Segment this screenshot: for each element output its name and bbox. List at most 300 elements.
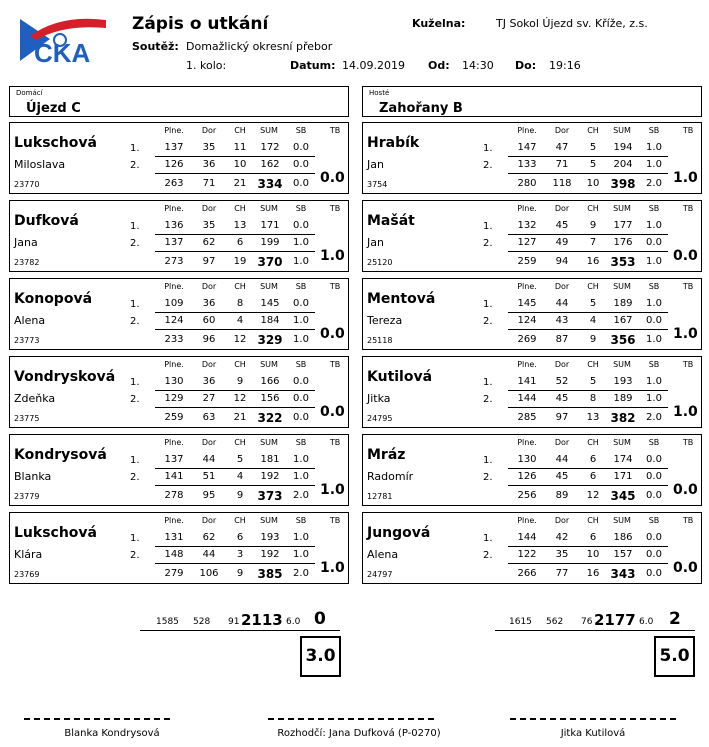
- cell-r1-sb: 0.0: [293, 142, 309, 153]
- cell-r1-sb: 1.0: [293, 454, 309, 465]
- home-player-card: [9, 434, 349, 506]
- cell-r2-ch: 4: [236, 471, 244, 482]
- cka-logo: [20, 14, 106, 68]
- cell-r1-plne: 147: [517, 142, 537, 153]
- round-number: 2.: [483, 316, 493, 327]
- cell-r2-sum: 199: [260, 237, 280, 248]
- player-id: 23779: [14, 492, 40, 501]
- cell-r2-ch: 12: [233, 393, 247, 404]
- player-surname: Mašát: [367, 213, 415, 229]
- player-surname: Mráz: [367, 447, 406, 463]
- col-header-sb: SB: [295, 438, 307, 447]
- row-separator: [508, 329, 668, 330]
- col-header-sum: SUM: [613, 360, 631, 369]
- cell-tot-sb: 0.0: [293, 178, 309, 189]
- cell-r2-ch: 4: [589, 315, 597, 326]
- cell-r2-sum: 176: [613, 237, 633, 248]
- cell-r2-sb: 1.0: [293, 237, 309, 248]
- home-total-plne: 1585: [156, 617, 179, 627]
- round-number: 1.: [130, 377, 140, 388]
- col-header-dor: Dor: [554, 438, 570, 447]
- col-header-sb: SB: [648, 360, 660, 369]
- col-header-dor: Dor: [554, 204, 570, 213]
- cell-tot-sum: 343: [610, 567, 636, 581]
- row-separator: [155, 173, 315, 174]
- home-total-ch: 91: [228, 617, 240, 627]
- row-separator: [508, 173, 668, 174]
- cell-r2-dor: 27: [202, 393, 216, 404]
- cell-tot-dor: 77: [555, 568, 569, 579]
- cell-tot-sb: 0.0: [646, 490, 662, 501]
- col-header-plne: Plne.: [164, 282, 184, 291]
- col-header-plne: Plne.: [517, 126, 537, 135]
- col-header-ch: CH: [587, 126, 599, 135]
- player-surname: Konopová: [14, 291, 93, 307]
- cell-r2-plne: 127: [517, 237, 537, 248]
- cell-r2-plne: 122: [517, 549, 537, 560]
- cell-r1-dor: 42: [555, 532, 569, 543]
- col-header-sum: SUM: [260, 438, 278, 447]
- col-header-tb: TB: [329, 360, 341, 369]
- col-header-sb: SB: [295, 360, 307, 369]
- col-header-ch: CH: [234, 204, 246, 213]
- row-separator: [508, 251, 668, 252]
- player-id: 23773: [14, 336, 40, 345]
- cell-r1-sb: 0.0: [293, 376, 309, 387]
- home-player-card: [9, 278, 349, 350]
- home-total-line: [140, 630, 340, 631]
- cell-r2-plne: 126: [164, 159, 184, 170]
- col-header-dor: Dor: [201, 438, 217, 447]
- col-header-dor: Dor: [201, 360, 217, 369]
- player-first-name: Alena: [14, 314, 46, 327]
- round-number: 1.: [483, 299, 493, 310]
- round-number: 2.: [483, 160, 493, 171]
- logo-swoosh: [30, 19, 106, 40]
- col-header-plne: Plne.: [164, 360, 184, 369]
- player-id: 24797: [367, 570, 393, 579]
- logo-text: ČKA: [34, 38, 91, 68]
- col-header-sb: SB: [648, 126, 660, 135]
- cell-r2-plne: 137: [164, 237, 184, 248]
- player-first-name: Blanka: [14, 470, 52, 483]
- cell-r2-plne: 126: [517, 471, 537, 482]
- cell-r2-dor: 51: [202, 471, 216, 482]
- cell-r2-sb: 1.0: [293, 471, 309, 482]
- round-number: 2.: [483, 394, 493, 405]
- cell-tot-dor: 118: [552, 178, 572, 189]
- round-number: 1.: [483, 221, 493, 232]
- away-total-plne: 1615: [509, 617, 532, 627]
- home-player-card: [9, 356, 349, 428]
- cell-tot-ch: 12: [586, 490, 600, 501]
- col-header-tb: TB: [682, 204, 694, 213]
- cell-r1-sb: 1.0: [646, 376, 662, 387]
- row-separator: [508, 156, 668, 157]
- col-header-dor: Dor: [554, 282, 570, 291]
- player-first-name: Jana: [14, 236, 38, 249]
- cell-tot-sum: 356: [610, 333, 636, 347]
- player-tb: 1.0: [320, 560, 345, 576]
- cell-r1-plne: 109: [164, 298, 184, 309]
- signature-line-middle: [268, 718, 434, 720]
- cell-tot-dor: 63: [202, 412, 216, 423]
- cell-r2-sum: 192: [260, 549, 280, 560]
- cell-tot-sb: 1.0: [293, 334, 309, 345]
- cell-r1-dor: 45: [555, 220, 569, 231]
- away-team-box: [362, 86, 702, 117]
- row-separator: [508, 234, 668, 235]
- cell-r2-dor: 36: [202, 159, 216, 170]
- player-id: 3754: [367, 180, 388, 189]
- cell-r1-sum: 171: [260, 220, 280, 231]
- cell-tot-sum: 353: [610, 255, 636, 269]
- cell-r2-plne: 148: [164, 549, 184, 560]
- cell-r1-plne: 144: [517, 532, 537, 543]
- col-header-ch: CH: [234, 282, 246, 291]
- cell-r1-sb: 0.0: [646, 532, 662, 543]
- col-header-plne: Plne.: [164, 126, 184, 135]
- away-player-card: [362, 122, 702, 194]
- row-separator: [508, 312, 668, 313]
- round-number: 2.: [130, 160, 140, 171]
- cell-tot-plne: 269: [517, 334, 537, 345]
- cell-tot-plne: 266: [517, 568, 537, 579]
- cell-r1-plne: 130: [164, 376, 184, 387]
- cell-tot-dor: 106: [199, 568, 219, 579]
- cell-tot-sb: 2.0: [646, 412, 662, 423]
- cell-r2-sb: 0.0: [293, 159, 309, 170]
- cell-tot-ch: 10: [586, 178, 600, 189]
- player-tb: 0.0: [320, 404, 345, 420]
- col-header-dor: Dor: [554, 360, 570, 369]
- away-player-card: [362, 434, 702, 506]
- home-team-name: Újezd C: [26, 101, 81, 116]
- away-player-card: [362, 512, 702, 584]
- cell-tot-ch: 16: [586, 256, 600, 267]
- col-header-ch: CH: [587, 438, 599, 447]
- cell-r2-ch: 8: [589, 393, 597, 404]
- player-tb: 0.0: [673, 248, 698, 264]
- home-points: 3.0: [300, 636, 341, 677]
- col-header-sb: SB: [295, 204, 307, 213]
- player-tb: 1.0: [673, 170, 698, 186]
- cell-tot-ch: 9: [589, 334, 597, 345]
- cell-r1-dor: 36: [202, 298, 216, 309]
- cell-r2-dor: 45: [555, 471, 569, 482]
- cell-r1-ch: 6: [589, 454, 597, 465]
- away-total-ch: 76: [581, 617, 593, 627]
- cell-tot-sb: 2.0: [293, 490, 309, 501]
- col-header-sum: SUM: [260, 282, 278, 291]
- col-header-tb: TB: [682, 360, 694, 369]
- player-tb: 1.0: [320, 248, 345, 264]
- player-surname: Hrabík: [367, 135, 420, 151]
- player-first-name: Miloslava: [14, 158, 66, 171]
- col-header-ch: CH: [234, 126, 246, 135]
- col-header-sum: SUM: [613, 126, 631, 135]
- cell-tot-ch: 13: [586, 412, 600, 423]
- away-total-sum: 2177: [594, 611, 636, 629]
- round-number: 1.: [130, 299, 140, 310]
- col-header-dor: Dor: [201, 282, 217, 291]
- cell-r1-plne: 132: [517, 220, 537, 231]
- col-header-ch: CH: [587, 360, 599, 369]
- do-label: Do:: [515, 59, 537, 72]
- round-number: 1.: [483, 377, 493, 388]
- cell-tot-plne: 285: [517, 412, 537, 423]
- away-team-label: Hosté: [369, 89, 390, 97]
- cell-r1-sb: 0.0: [646, 454, 662, 465]
- datum-value: 14.09.2019: [342, 59, 405, 72]
- col-header-ch: CH: [234, 360, 246, 369]
- row-separator: [155, 329, 315, 330]
- round-number: 2.: [483, 472, 493, 483]
- col-header-ch: CH: [587, 516, 599, 525]
- player-first-name: Jan: [367, 158, 384, 171]
- cell-tot-dor: 97: [555, 412, 569, 423]
- player-first-name: Alena: [367, 548, 399, 561]
- home-team-box: [9, 86, 349, 117]
- row-separator: [155, 407, 315, 408]
- cell-tot-dor: 71: [202, 178, 216, 189]
- cell-r2-dor: 44: [202, 549, 216, 560]
- signature-line-right: [510, 718, 676, 720]
- player-id: 12781: [367, 492, 393, 501]
- player-tb: 1.0: [320, 482, 345, 498]
- col-header-sum: SUM: [613, 282, 631, 291]
- row-separator: [508, 468, 668, 469]
- cell-tot-ch: 9: [236, 490, 244, 501]
- col-header-plne: Plne.: [164, 204, 184, 213]
- cell-r1-dor: 35: [202, 220, 216, 231]
- row-separator: [508, 390, 668, 391]
- cell-r1-sb: 1.0: [646, 298, 662, 309]
- player-id: 23769: [14, 570, 40, 579]
- soutez-value: Domažlický okresní přebor: [186, 40, 333, 53]
- cell-r2-dor: 62: [202, 237, 216, 248]
- player-id: 23770: [14, 180, 40, 189]
- cell-r2-sb: 1.0: [293, 549, 309, 560]
- player-first-name: Zdeňka: [14, 392, 56, 405]
- cell-r2-dor: 43: [555, 315, 569, 326]
- cell-tot-dor: 97: [202, 256, 216, 267]
- row-separator: [508, 485, 668, 486]
- cell-r2-sum: 184: [260, 315, 280, 326]
- col-header-tb: TB: [329, 438, 341, 447]
- col-header-plne: Plne.: [517, 282, 537, 291]
- round-number: 2.: [130, 238, 140, 249]
- cell-r1-ch: 13: [233, 220, 247, 231]
- cell-r1-ch: 6: [589, 532, 597, 543]
- home-player-card: [9, 512, 349, 584]
- cell-tot-ch: 12: [233, 334, 247, 345]
- cell-r1-sum: 145: [260, 298, 280, 309]
- col-header-plne: Plne.: [164, 438, 184, 447]
- kolo: 1. kolo:: [186, 59, 227, 72]
- col-header-sum: SUM: [260, 126, 278, 135]
- cell-r2-plne: 124: [517, 315, 537, 326]
- away-player-card: [362, 278, 702, 350]
- player-first-name: Jan: [367, 236, 384, 249]
- round-number: 2.: [130, 472, 140, 483]
- cell-r1-dor: 44: [555, 454, 569, 465]
- signature-referee: Rozhodčí: Jana Dufková (P-0270): [277, 728, 441, 739]
- signature-away: Jitka Kutilová: [560, 728, 626, 739]
- row-separator: [508, 407, 668, 408]
- cell-r1-sum: 177: [613, 220, 633, 231]
- col-header-plne: Plne.: [517, 516, 537, 525]
- col-header-tb: TB: [682, 126, 694, 135]
- cell-r1-sum: 166: [260, 376, 280, 387]
- cell-r1-ch: 9: [236, 376, 244, 387]
- cell-r1-sum: 193: [260, 532, 280, 543]
- cell-r1-sum: 174: [613, 454, 633, 465]
- away-player-card: [362, 356, 702, 428]
- player-id: 25120: [367, 258, 393, 267]
- cell-tot-plne: 263: [164, 178, 184, 189]
- cell-r1-plne: 137: [164, 454, 184, 465]
- player-surname: Lukschová: [14, 135, 97, 151]
- cell-r1-sum: 181: [260, 454, 280, 465]
- round-number: 1.: [130, 143, 140, 154]
- player-surname: Mentová: [367, 291, 436, 307]
- row-separator: [508, 563, 668, 564]
- cell-r2-sum: 204: [613, 159, 633, 170]
- away-total-tb: 2: [669, 609, 681, 629]
- cell-tot-sb: 0.0: [646, 568, 662, 579]
- away-player-card: [362, 200, 702, 272]
- cell-r2-ch: 10: [586, 549, 600, 560]
- od-value: 14:30: [462, 59, 494, 72]
- col-header-dor: Dor: [554, 126, 570, 135]
- col-header-plne: Plne.: [517, 204, 537, 213]
- round-number: 1.: [483, 533, 493, 544]
- cell-tot-plne: 233: [164, 334, 184, 345]
- cell-r2-dor: 45: [555, 393, 569, 404]
- player-first-name: Jitka: [367, 392, 391, 405]
- cell-r1-plne: 137: [164, 142, 184, 153]
- row-separator: [155, 390, 315, 391]
- cell-r1-ch: 5: [589, 298, 597, 309]
- cell-r2-dor: 49: [555, 237, 569, 248]
- cell-r2-sb: 1.0: [646, 393, 662, 404]
- cell-r1-sum: 193: [613, 376, 633, 387]
- col-header-tb: TB: [682, 282, 694, 291]
- cell-tot-sum: 398: [610, 177, 636, 191]
- col-header-sb: SB: [648, 516, 660, 525]
- col-header-sum: SUM: [613, 204, 631, 213]
- cell-r1-sum: 189: [613, 298, 633, 309]
- col-header-dor: Dor: [201, 126, 217, 135]
- col-header-sb: SB: [648, 438, 660, 447]
- col-header-sb: SB: [295, 282, 307, 291]
- player-surname: Lukschová: [14, 525, 97, 541]
- cell-tot-plne: 280: [517, 178, 537, 189]
- cell-r2-sb: 1.0: [293, 315, 309, 326]
- do-value: 19:16: [549, 59, 581, 72]
- player-id: 24795: [367, 414, 393, 423]
- cell-r2-plne: 144: [517, 393, 537, 404]
- col-header-tb: TB: [329, 126, 341, 135]
- cell-r2-sb: 0.0: [646, 237, 662, 248]
- home-total-dor: 528: [193, 617, 211, 627]
- player-surname: Kondrysová: [14, 447, 107, 463]
- cell-r2-ch: 6: [589, 471, 597, 482]
- datum-label: Datum:: [290, 59, 336, 72]
- cell-r1-sum: 194: [613, 142, 633, 153]
- cell-tot-plne: 259: [164, 412, 184, 423]
- col-header-plne: Plne.: [517, 438, 537, 447]
- cell-tot-dor: 87: [555, 334, 569, 345]
- col-header-sb: SB: [648, 204, 660, 213]
- cell-tot-dor: 96: [202, 334, 216, 345]
- cell-r1-plne: 131: [164, 532, 184, 543]
- col-header-sb: SB: [295, 126, 307, 135]
- col-header-ch: CH: [234, 516, 246, 525]
- cell-tot-plne: 278: [164, 490, 184, 501]
- player-surname: Kutilová: [367, 369, 433, 385]
- away-team-name: Zahořany B: [379, 101, 463, 116]
- cell-tot-dor: 95: [202, 490, 216, 501]
- cell-tot-sb: 1.0: [646, 256, 662, 267]
- col-header-sum: SUM: [613, 438, 631, 447]
- cell-r2-ch: 6: [236, 237, 244, 248]
- row-separator: [155, 156, 315, 157]
- round-number: 2.: [130, 394, 140, 405]
- cell-r1-dor: 47: [555, 142, 569, 153]
- player-tb: 0.0: [673, 482, 698, 498]
- col-header-ch: CH: [587, 204, 599, 213]
- cell-r2-ch: 5: [589, 159, 597, 170]
- row-separator: [155, 234, 315, 235]
- signature-home: Blanka Kondrysová: [64, 728, 160, 739]
- cell-r1-ch: 5: [589, 142, 597, 153]
- cell-r2-dor: 35: [555, 549, 569, 560]
- cell-r1-ch: 6: [236, 532, 244, 543]
- cell-tot-sum: 382: [610, 411, 636, 425]
- cell-tot-sum: 329: [257, 333, 283, 347]
- cell-tot-sb: 1.0: [646, 334, 662, 345]
- cell-r1-ch: 9: [589, 220, 597, 231]
- col-header-plne: Plne.: [164, 516, 184, 525]
- col-header-sum: SUM: [613, 516, 631, 525]
- player-id: 23782: [14, 258, 40, 267]
- col-header-sum: SUM: [260, 516, 278, 525]
- cell-r1-ch: 5: [589, 376, 597, 387]
- cell-tot-dor: 89: [555, 490, 569, 501]
- col-header-dor: Dor: [554, 516, 570, 525]
- away-points: 5.0: [654, 636, 695, 677]
- cell-r1-dor: 35: [202, 142, 216, 153]
- cell-r2-plne: 141: [164, 471, 184, 482]
- cell-tot-ch: 9: [236, 568, 244, 579]
- cell-r1-ch: 11: [233, 142, 247, 153]
- round-number: 2.: [130, 316, 140, 327]
- home-total-tb: 0: [314, 609, 326, 629]
- player-first-name: Radomír: [367, 470, 414, 483]
- cell-r2-plne: 124: [164, 315, 184, 326]
- cell-r2-plne: 129: [164, 393, 184, 404]
- player-surname: Jungová: [367, 525, 431, 541]
- col-header-tb: TB: [682, 438, 694, 447]
- player-tb: 1.0: [673, 326, 698, 342]
- home-total-sb: 6.0: [286, 617, 301, 627]
- player-tb: 0.0: [320, 170, 345, 186]
- player-first-name: Klára: [14, 548, 43, 561]
- cell-r2-sb: 0.0: [293, 393, 309, 404]
- cell-r2-sum: 162: [260, 159, 280, 170]
